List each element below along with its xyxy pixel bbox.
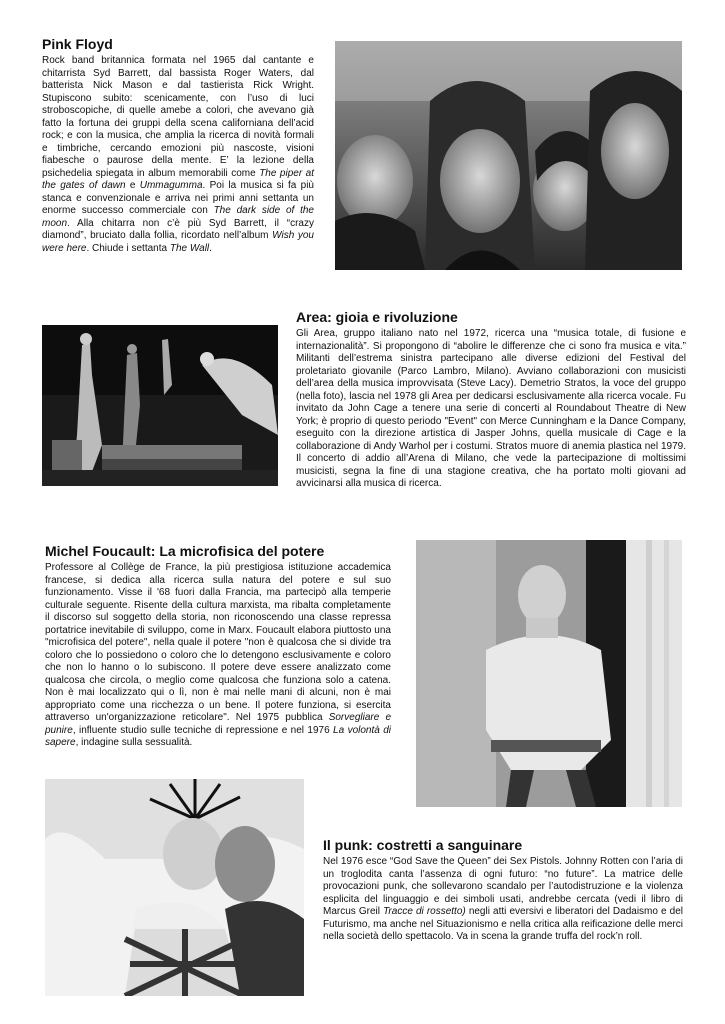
italic-title-text: Ummagumma xyxy=(139,180,203,191)
italic-title-text: The Wall xyxy=(169,242,210,254)
band-portrait-photo xyxy=(335,41,682,270)
body-text: Gli Area, gruppo italiano nato nel 1972, ricerca una “musica totale, di fusione e internazionalità”. Si propongono di “abolire le differenze che ci sono fra musica e vita.” Militanti dell’estrema sinistra partecipano alle diverse edizioni del Festival del proletariato giovanile (Parco Lambro, Milano). Avviano collaborazioni con musicisti dell’area della musica improvvisata (Steve Lacy). Demetrio Stratos, la voce del gruppo (nella foto), lascia nel 1978 gli Area per dedicarsi esclusivamente alla ricerca vocale. Fu invitato da John Cage a tenere una serie di concerti al Roundabout Theatre di New York; è proprio di questo periodo "Event" con Merce Cunningham e la Dance Company, eseguito con la direzione artistica di Jasper Johns, quella musicale di Cage e la collaborazione di Andy Warhol per i costumi. Stratos muore di anemia plastica nel 1979. Il concerto di addio all’Arena di Milano, che vede la partecipazione di moltissimi musicisti, segna la fine di una stagione creativa, che ha portato molti giovani ad avvicinarsi alla musica di ricerca. xyxy=(296,328,686,489)
body-text: , indagine sulla sessualità. xyxy=(75,737,193,748)
body-text: Professore al Collège de France, la più prestigiosa istituzione accademica francese, si dedica alla ricerca sulla natura del potere e sul suo funzionamento. Visse il '68 fuori dalla Francia, ma partecipò alla temperie culturale seguente. Risente della cultura marxista, ma ribalta completamente il discorso sul soggetto della storia, non riconoscendo una classe repressa portatrice inevitabile di sviluppo, come in Marx. Foucault elabora piuttosto una "microfisica del potere", nella quale il potere "non è qualcosa che si divide tra coloro che lo possiedono o coloro che lo detengono esclusivamente e coloro che non lo hanno o lo subiscono. Il potere deve essere analizzato come qualcosa che circola, o meglio come qualcosa che funziona solo a catena. Non è mai localizzato qui o lì, non è mai nelle mani di alcuni, non è mai appropriato come una ricchezza o un bene. Il potere funziona, si esercita attraverso un'organizzazione reticolare". Nel 1975 pubblica xyxy=(45,562,391,723)
italic-title-text: Tracce di rossetto) xyxy=(383,906,466,917)
body-text: , influente studio sulle tecniche di repressione e nel 1976 xyxy=(72,724,334,736)
body-text: e xyxy=(125,180,140,191)
section-body xyxy=(323,856,683,944)
italic-title-text: Wish you were here xyxy=(42,230,314,254)
section-pink-floyd xyxy=(42,36,314,255)
section-title: Michel Foucault: La microfisica del potere xyxy=(45,543,325,559)
section-body xyxy=(296,328,686,491)
body-text: . Chiude i settanta xyxy=(86,242,170,254)
body-text: . Poi la musica si fa più stanca e convenzionale e arriva nei primi anni settanta un enorme successo commerciale con xyxy=(42,180,314,216)
concert-stage-photo xyxy=(42,325,278,486)
italic-title-text: The piper at the gates of dawn xyxy=(42,167,314,191)
section-title: Area: gioia e rivoluzione xyxy=(296,309,458,325)
section-foucault xyxy=(45,543,391,750)
section-body xyxy=(42,55,314,255)
body-text: . Alla chitarra non c’è più Syd Barrett, il “crazy diamond”, bruciato dalla follia, ricordato nell’album xyxy=(42,217,314,241)
section-title: Il punk: costretti a sanguinare xyxy=(323,837,523,853)
section-body xyxy=(45,562,391,750)
italic-title-text: Sorvegliare e punire xyxy=(45,712,392,736)
body-text: Rock band britannica formata nel 1965 dal cantante e chitarrista Syd Barrett, dal bassista Roger Waters, dal batterista Nick Mason e dal tastierista Rick Wright. Stupiscono subito: scenicamente, con l’uso di luci stroboscopiche, di quelle amebe a colori, che avevano già fatto la fortuna dei gruppi della scena californiana dell’acid rock; e con la musica, che amplia la ricerca di novità formali e timbriche, cercando emozioni più nascoste, visioni fiabesche o paurose della mente. E’ la lezione della psichedelia spiegata in album memorabili come xyxy=(42,55,314,179)
punk-couple-photo xyxy=(45,779,304,996)
body-text: negli atti eversivi e liberatori del Dadaismo e del Futurismo, ma anche nel Situazionismo e nella critica alla reificazione delle merci nella società dello spettacolo. Va in scena la grande truffa del rock’n roll. xyxy=(323,906,684,942)
body-text: Nel 1976 esce “God Save the Queen” dei Sex Pistols. Johnny Rotten con l’aria di un troglodita canta l’assenza di ogni futuro: “no future”. La matrice delle provocazioni punk, che sollevarono scandalo per l’autodistruzione e la violenza esplicita del linguaggio e dei simboli usati, andrebbe cercata (vedi il libro di Marcus Greil xyxy=(323,856,683,917)
body-text: . xyxy=(209,242,212,254)
section-area xyxy=(296,309,686,491)
seated-portrait-photo xyxy=(416,540,682,807)
section-punk xyxy=(323,837,683,944)
section-title: Pink Floyd xyxy=(42,36,113,52)
italic-title-text: La volontà di sapere xyxy=(45,724,391,748)
italic-title-text: The dark side of the moon xyxy=(42,205,314,229)
